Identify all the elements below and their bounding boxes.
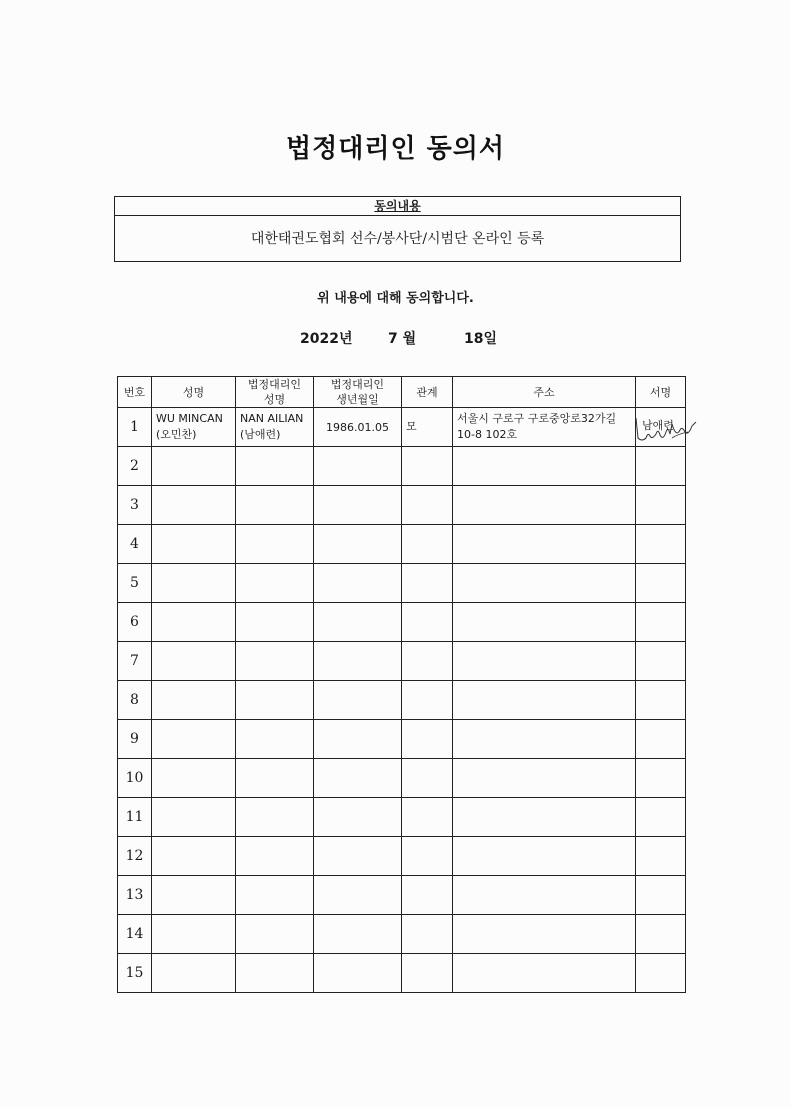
row-number: 7 <box>118 642 152 681</box>
address <box>453 759 636 798</box>
guardian-birth: 1986.01.05 <box>314 408 402 447</box>
signature <box>636 837 686 876</box>
student-name <box>152 759 236 798</box>
consent-box <box>114 196 681 262</box>
student-name-line2: (오민찬) <box>156 428 197 441</box>
date-day: 18일 <box>464 331 498 347</box>
student-name <box>152 603 236 642</box>
header-relation: 관계 <box>402 377 453 408</box>
guardian-birth <box>314 837 402 876</box>
table-row <box>118 681 686 720</box>
row-number: 4 <box>118 525 152 564</box>
guardian-name <box>236 681 314 720</box>
relation <box>402 954 453 993</box>
guardian-name-line1: NAN AILIAN <box>240 412 304 425</box>
relation <box>402 915 453 954</box>
relation <box>402 603 453 642</box>
relation <box>402 408 453 447</box>
document-title: 법정대리인 동의서 <box>286 134 505 164</box>
consent-table <box>117 376 686 993</box>
relation <box>402 525 453 564</box>
relation <box>402 798 453 837</box>
table-row <box>118 759 686 798</box>
relation <box>402 564 453 603</box>
guardian-birth <box>314 876 402 915</box>
date-year: 2022년 <box>300 331 353 347</box>
row-number: 11 <box>118 798 152 837</box>
row-number: 10 <box>118 759 152 798</box>
address <box>453 915 636 954</box>
guardian-name <box>236 525 314 564</box>
header-guardian-name: 법정대리인 성명 <box>236 377 314 408</box>
relation <box>402 720 453 759</box>
table-row <box>118 876 686 915</box>
row-number: 12 <box>118 837 152 876</box>
address <box>453 447 636 486</box>
row-number: 2 <box>118 447 152 486</box>
table-row <box>118 408 686 447</box>
student-name <box>152 408 236 447</box>
student-name <box>152 486 236 525</box>
signature <box>636 759 686 798</box>
row-number: 3 <box>118 486 152 525</box>
table-row <box>118 915 686 954</box>
signature <box>636 525 686 564</box>
signature <box>636 915 686 954</box>
signature <box>636 681 686 720</box>
signature <box>636 564 686 603</box>
signature <box>636 486 686 525</box>
student-name <box>152 564 236 603</box>
row-number: 5 <box>118 564 152 603</box>
address <box>453 798 636 837</box>
relation <box>402 759 453 798</box>
table-body <box>118 408 686 993</box>
row-number: 14 <box>118 915 152 954</box>
signature <box>636 447 686 486</box>
consent-body: 대한태권도협회 선수/봉사단/시범단 온라인 등록 <box>250 231 545 247</box>
guardian-name <box>236 798 314 837</box>
student-name <box>152 447 236 486</box>
table-row <box>118 486 686 525</box>
student-name <box>152 525 236 564</box>
relation-value: 모 <box>406 420 417 433</box>
student-name <box>152 681 236 720</box>
student-name-line1: WU MINCAN <box>156 412 223 425</box>
guardian-name <box>236 486 314 525</box>
table-row <box>118 525 686 564</box>
consent-header-label: 동의내용 <box>374 199 421 213</box>
table-row <box>118 603 686 642</box>
student-name <box>152 837 236 876</box>
guardian-name <box>236 642 314 681</box>
address <box>453 603 636 642</box>
signature <box>636 408 686 447</box>
student-name <box>152 720 236 759</box>
date-month: 7 월 <box>388 331 417 347</box>
address <box>453 681 636 720</box>
signature <box>636 876 686 915</box>
table-header-row <box>118 377 686 408</box>
address <box>453 642 636 681</box>
row-number: 1 <box>118 408 152 447</box>
row-number: 9 <box>118 720 152 759</box>
student-name <box>152 876 236 915</box>
guardian-birth <box>314 954 402 993</box>
guardian-name <box>236 603 314 642</box>
guardian-name <box>236 408 314 447</box>
student-name <box>152 915 236 954</box>
guardian-birth <box>314 564 402 603</box>
table-row <box>118 798 686 837</box>
signature <box>636 642 686 681</box>
relation <box>402 486 453 525</box>
signature <box>636 798 686 837</box>
header-guardian-birth: 법정대리인 생년월일 <box>314 377 402 408</box>
address <box>453 954 636 993</box>
address-line1: 서울시 구로구 구로중앙로32가길 <box>457 412 617 425</box>
header-name: 성명 <box>152 377 236 408</box>
signature <box>636 720 686 759</box>
guardian-birth <box>314 798 402 837</box>
student-name <box>152 954 236 993</box>
relation <box>402 837 453 876</box>
guardian-birth <box>314 447 402 486</box>
relation <box>402 681 453 720</box>
signature-name: 남애련 <box>642 419 674 432</box>
guardian-name <box>236 564 314 603</box>
guardian-name <box>236 447 314 486</box>
address <box>453 408 636 447</box>
address <box>453 837 636 876</box>
student-name <box>152 798 236 837</box>
guardian-birth <box>314 720 402 759</box>
relation <box>402 642 453 681</box>
guardian-birth <box>314 915 402 954</box>
table-row <box>118 642 686 681</box>
guardian-name <box>236 876 314 915</box>
guardian-birth <box>314 525 402 564</box>
handwritten-signature-icon <box>632 408 700 448</box>
address <box>453 525 636 564</box>
student-name <box>152 642 236 681</box>
guardian-name <box>236 915 314 954</box>
relation <box>402 876 453 915</box>
row-number: 13 <box>118 876 152 915</box>
relation <box>402 447 453 486</box>
header-signature: 서명 <box>636 377 686 408</box>
row-number: 6 <box>118 603 152 642</box>
guardian-birth <box>314 603 402 642</box>
guardian-name-line2: (남애련) <box>240 428 281 441</box>
address <box>453 876 636 915</box>
guardian-name <box>236 837 314 876</box>
table-row <box>118 837 686 876</box>
table-row <box>118 447 686 486</box>
signature <box>636 603 686 642</box>
table-row <box>118 564 686 603</box>
address <box>453 486 636 525</box>
address <box>453 564 636 603</box>
guardian-birth <box>314 642 402 681</box>
header-number: 번호 <box>118 377 152 408</box>
signature <box>636 954 686 993</box>
address <box>453 720 636 759</box>
guardian-birth <box>314 681 402 720</box>
guardian-birth <box>314 759 402 798</box>
header-address: 주소 <box>453 377 636 408</box>
table-row <box>118 954 686 993</box>
guardian-birth <box>314 486 402 525</box>
agreement-statement: 위 내용에 대해 동의합니다. <box>317 291 474 306</box>
row-number: 8 <box>118 681 152 720</box>
address-line2: 10-8 102호 <box>457 428 518 441</box>
table-row <box>118 720 686 759</box>
row-number: 15 <box>118 954 152 993</box>
guardian-name <box>236 759 314 798</box>
guardian-name <box>236 954 314 993</box>
consent-header <box>115 197 680 216</box>
guardian-name <box>236 720 314 759</box>
